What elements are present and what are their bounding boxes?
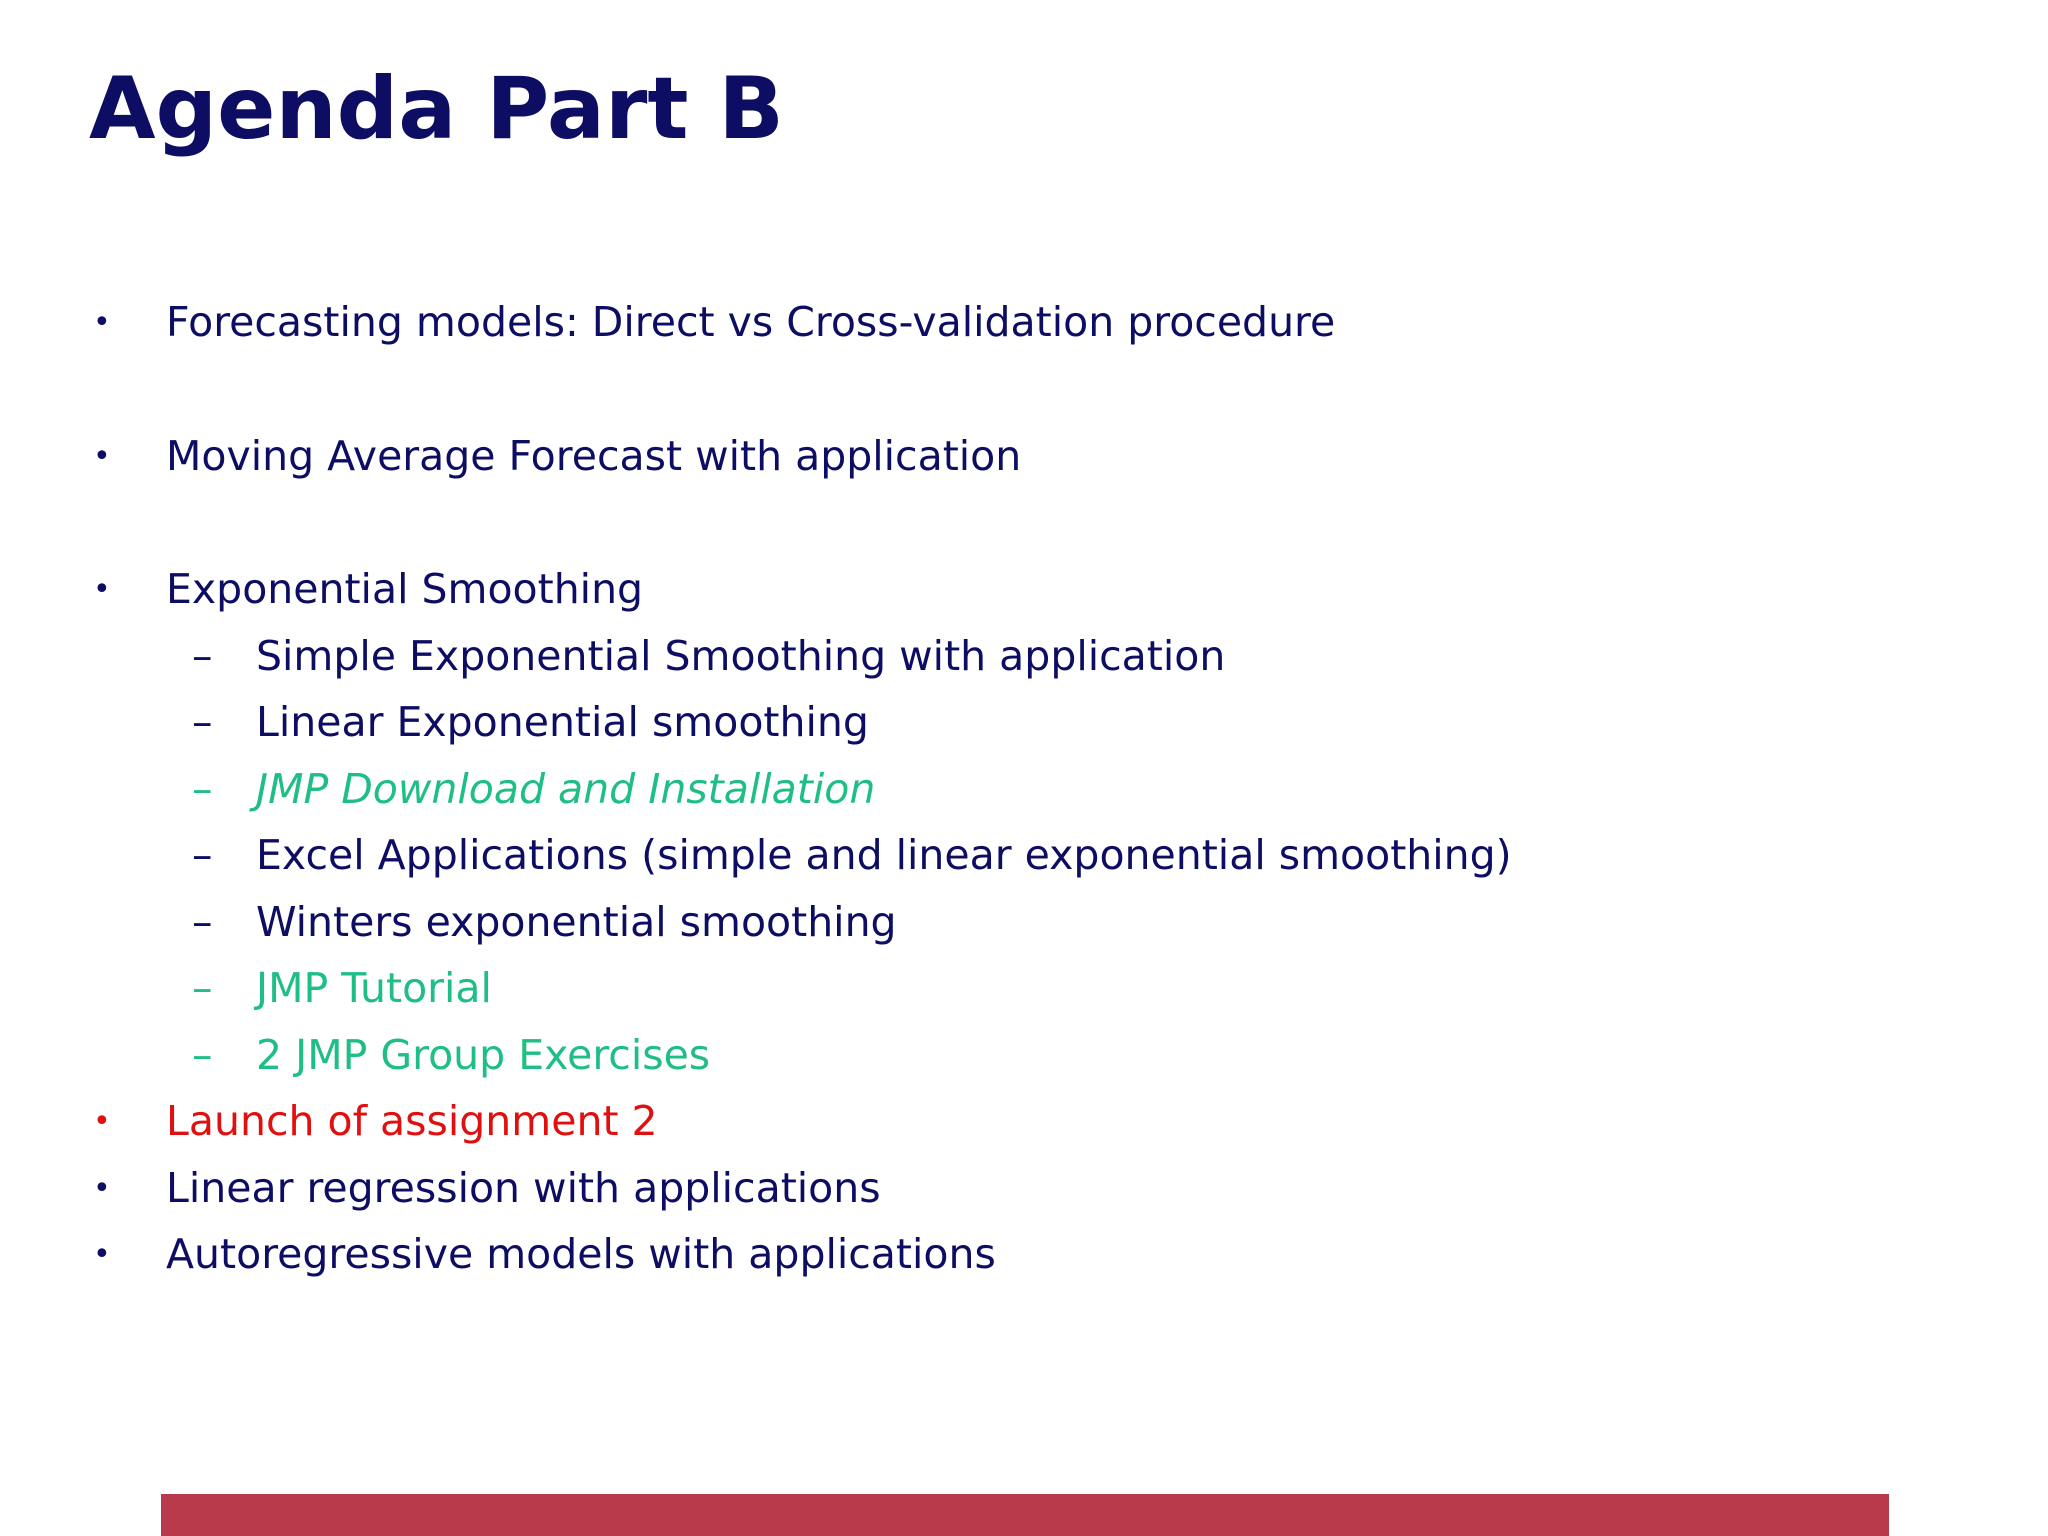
bullet-marker: • bbox=[93, 1236, 111, 1272]
agenda-subitem-text: JMP Download and Installation bbox=[256, 765, 876, 813]
agenda-item-text: Exponential Smoothing bbox=[166, 565, 644, 613]
footer-bar bbox=[161, 1494, 1889, 1536]
bullet-marker: • bbox=[93, 571, 111, 607]
dash-marker: – bbox=[192, 1031, 213, 1079]
agenda-subitem-text: Winters exponential smoothing bbox=[256, 898, 897, 946]
dash-marker: – bbox=[192, 964, 213, 1012]
agenda-subitem-text: Excel Applications (simple and linear exponential smoothing) bbox=[256, 831, 1512, 879]
agenda-subitem-text: 2 JMP Group Exercises bbox=[256, 1031, 711, 1079]
agenda-item-text: Forecasting models: Direct vs Cross-validation procedure bbox=[166, 298, 1336, 346]
dash-marker: – bbox=[192, 698, 213, 746]
dash-marker: – bbox=[192, 831, 213, 879]
agenda-item-text: Linear regression with applications bbox=[166, 1164, 881, 1212]
slide-title: Agenda Part B bbox=[89, 59, 784, 159]
bullet-marker: • bbox=[93, 1170, 111, 1206]
agenda-subitem-text: JMP Tutorial bbox=[256, 964, 492, 1012]
bullet-marker: • bbox=[93, 1103, 111, 1139]
agenda-item-text: Launch of assignment 2 bbox=[166, 1097, 658, 1145]
dash-marker: – bbox=[192, 632, 213, 680]
agenda-subitem-text: Simple Exponential Smoothing with application bbox=[256, 632, 1226, 680]
bullet-marker: • bbox=[93, 438, 111, 474]
agenda-item-text: Moving Average Forecast with application bbox=[166, 432, 1022, 480]
dash-marker: – bbox=[192, 765, 213, 813]
bullet-marker: • bbox=[93, 304, 111, 340]
dash-marker: – bbox=[192, 898, 213, 946]
agenda-item-text: Autoregressive models with applications bbox=[166, 1230, 996, 1278]
agenda-subitem-text: Linear Exponential smoothing bbox=[256, 698, 869, 746]
